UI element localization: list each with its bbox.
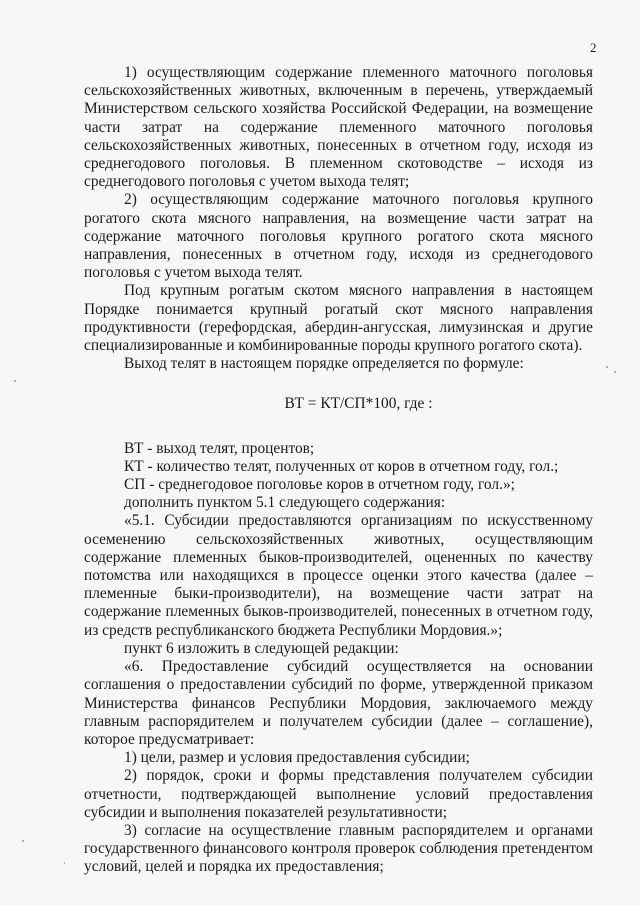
paragraph-item-6-intro: пункт 6 изложить в следующей редакции:	[124, 639, 399, 657]
paragraph-add-item-5-1: дополнить пунктом 5.1 следующего содержания:	[124, 494, 446, 512]
paragraph-formula-intro: Выход телят в настоящем порядке определяется по формуле:	[124, 355, 524, 373]
paragraph-item-2-beef-cattle: 2) осуществляющим содержание маточного поголовья крупного рогатого скота мясного направления, на возмещение части затрат на содержание маточного поголовья крупного рогатого скота мясного направления, понесенных в отчетном году, исходя из среднегодового поголовья с учетом выхода телят.	[84, 191, 593, 282]
scan-speck	[14, 380, 16, 382]
list-item-3-consent: 3) согласие на осуществление главным распорядителем и органами государственного финансового контроля проверок соблюдения претендентом условий, целей и порядка их предоставления;	[84, 821, 593, 876]
formula-var-vt: ВТ - выход телят, процентов;	[124, 439, 315, 457]
scan-speck	[64, 862, 65, 864]
document-body	[84, 64, 593, 877]
paragraph-item-1-livestock: 1) осуществляющим содержание племенного маточного поголовья сельскохозяйственных животных, включенным в перечень, утверждаемый Министерством сельского хозяйства Российской Федерации, на возмещение части затрат на содержание племенного маточного поголовья сельскохозяйственных животных, понесенных в отчетном году, исходя из среднегодового поголовья. В племенном скотоводстве – исходя из среднегодового поголовья с учетом выхода телят;	[84, 64, 593, 191]
page-number: 2	[590, 40, 597, 55]
formula: ВТ = КТ/СП*100, где :	[284, 395, 433, 413]
formula-var-sp: СП - среднегодовое поголовье коров в отчетном году, гол.»;	[124, 476, 515, 494]
paragraph-item-5-1: «5.1. Субсидии предоставляются организациям по искусственному осеменению сельскохозяйственных животных, осуществляющим содержание племенных быков-производителей, оцененных по качеству потомства или находящихся в процессе оценки этого качества (далее – племенные быки-производители), на возмещение части затрат на содержание племенных быков-производителей, понесенных в отчетном году, из средств республиканского бюджета Республики Мордовия.»;	[84, 512, 593, 639]
scan-speck	[22, 840, 24, 842]
scan-speck	[614, 371, 616, 373]
scan-speck	[606, 366, 608, 368]
list-item-1-goals: 1) цели, размер и условия предоставления субсидии;	[124, 749, 470, 767]
formula-var-kt: КТ - количество телят, полученных от коров в отчетном году, гол.;	[124, 457, 559, 475]
list-item-2-reporting: 2) порядок, сроки и формы представления получателем субсидии отчетности, подтверждающей выполнение условий предоставления субсидии и выполнения показателей результативности;	[84, 767, 593, 821]
paragraph-beef-cattle-definition: Под крупным рогатым скотом мясного направления в настоящем Порядке понимается крупный рогатый скот мясного направления продуктивности (герефордская, абердин-ангусская, лимузинская и другие специализированные и комбинированные породы крупного рогатого скота).	[84, 282, 593, 355]
paragraph-item-6: «6. Предоставление субсидий осуществляется на основании соглашения о предоставлении субсидий по форме, утвержденной приказом Министерства финансов Республики Мордовия, заключаемого между главным распорядителем и получателем субсидии (далее – соглашение), которое предусматривает:	[84, 658, 593, 748]
